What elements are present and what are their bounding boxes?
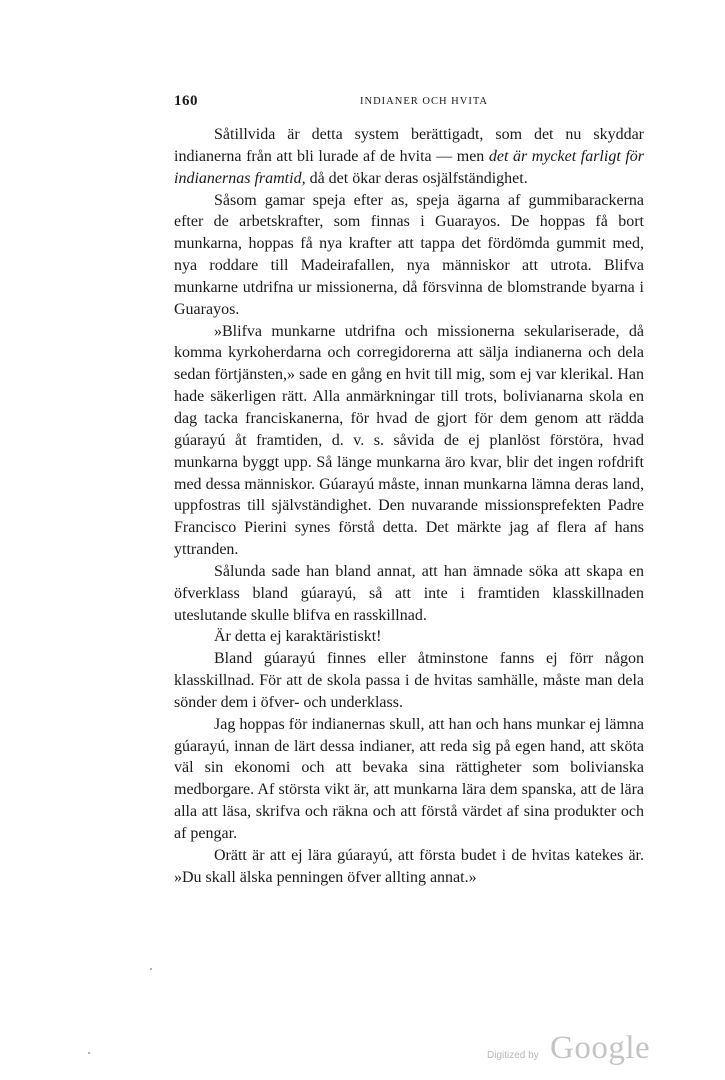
page-header bbox=[174, 93, 644, 113]
google-logo: Google bbox=[550, 1030, 651, 1066]
scan-speck bbox=[88, 1052, 90, 1054]
text-run: då det ökar deras osjälfständighet. bbox=[305, 169, 528, 187]
italic-phrase: det är mycket farligt för indianernas framtid, bbox=[174, 147, 644, 187]
paragraph bbox=[174, 845, 644, 889]
page-number: 160 bbox=[174, 93, 198, 109]
body-text bbox=[174, 124, 644, 889]
paragraph bbox=[174, 626, 644, 648]
paragraph bbox=[174, 321, 644, 561]
text-run: Såtillvida är detta system berättigadt, som det nu skyddar indianerna från att bli lurade af de hvita — men bbox=[174, 126, 644, 165]
text-run: Orätt är att ej lära gúarayú, att första budet i de hvitas katekes är. »Du skall älska penningen öfver allting annat.» bbox=[174, 846, 644, 886]
text-run: »Blifva munkarne utdrifna och missionerna sekulariserade, då komma kyrkoherdarna och corregidorerna att sälja indianerna och dela sedan förtjänsten,» sade en gång en hvit till mig, som ej var klerikal. Han hade säkerligen rätt. Alla anmärkningar till trots, bolivianarna skola en dag tacka franciskanerna, för hvad de gjort för dem genom att rädda gúarayú åt framtiden, d. v. s. såvida de ej planlöst förstöra, hvad munkarna byggt upp. Så länge munkarna äro kvar, blir det ingen rofdrift med dessa människor. Gúarayú måste, innan munkarna lämna deras land, uppfostras till självständighet. Den nuvarande missionsprefekten Padre Francisco Pierini synes förstå detta. Det märkte jag af flera af hans yttranden. bbox=[174, 322, 644, 559]
paragraph bbox=[174, 190, 644, 321]
paragraph bbox=[174, 648, 644, 714]
text-run: Såsom gamar speja efter as, speja ägarna af gummibarackerna efter de arbetskrafter, som finnas i Guarayos. De hoppas få bort munkarna, hoppas få nya krafter att tappa det fördömda gummit med, nya roddare till Madeirafallen, nya människor att utrota. Blifva munkarne utdrifna ur missionerna, då försvinna de blomstrande byarna i Guarayos. bbox=[174, 191, 644, 318]
paragraph bbox=[174, 124, 644, 190]
digitized-by-label: Digitized by bbox=[487, 1050, 539, 1061]
text-run: Bland gúarayú finnes eller åtminstone fanns ej förr någon klasskillnad. För att de skola passa i de hvitas samhälle, måste man dela sönder dem i öfver- och underklass. bbox=[174, 650, 644, 711]
text-run: Jag hoppas för indianernas skull, att han och hans munkar ej lämna gúarayú, innan de lärt dessa indianer, att reda sig på egen hand, att sköta väl sin ekonomi och att bevaka sina rättigheter som bolivianska medborgare. Af största vikt är, att munkarna lära dem spanska, att de lära alla att läsa, skrifva och räkna och att förstå värdet af sina produkter och af pengar. bbox=[174, 715, 644, 842]
running-head: INDIANER OCH HVITA bbox=[360, 96, 488, 107]
paragraph bbox=[174, 561, 644, 627]
scan-speck bbox=[150, 968, 152, 970]
text-run: Sålunda sade han bland annat, att han ämnade söka att skapa en öfverklass bland gúarayú, så att inte i framtiden klasskillnaden uteslutande skulle blifva en rasskillnad. bbox=[174, 562, 644, 624]
paragraph bbox=[174, 714, 644, 845]
text-run: Är detta ej karaktäristiskt! bbox=[214, 628, 382, 646]
